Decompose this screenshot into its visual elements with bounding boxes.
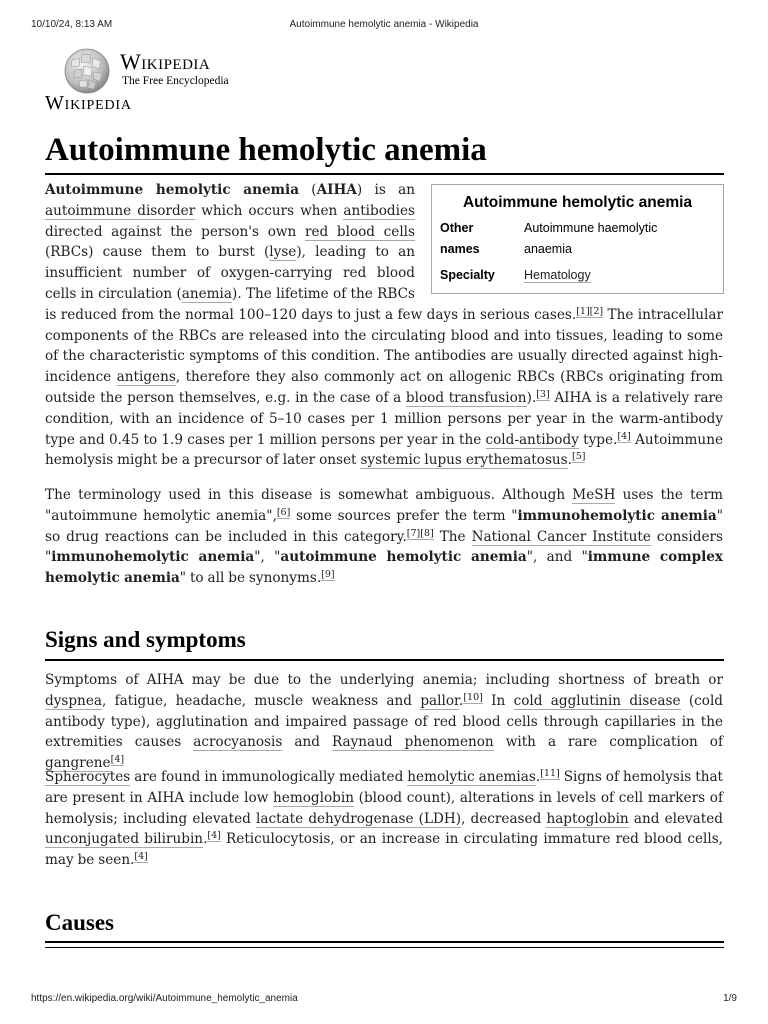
link-haptoglobin[interactable]: haptoglobin <box>546 810 629 827</box>
citation-4[interactable]: [4] <box>110 754 125 766</box>
print-timestamp: 10/10/24, 8:13 AM <box>31 19 113 30</box>
infobox-title: Autoimmune hemolytic anemia <box>462 194 693 211</box>
logo-name: Wikipedia <box>120 49 211 74</box>
wikipedia-wordmark: Wikipedia <box>45 92 132 114</box>
infobox-other-names-label: Other names <box>440 221 480 256</box>
symptoms-paragraph: Symptoms of AIHA may be due to the underlying anemia; including shortness of breath or dyspnea, fatigue, headache, muscle weakness and pallor.[10] In cold agglutinin disease (cold antibody type), agglutination and impaired passage of red blood cells through capillaries in the extremities causes acrocyanosis and Raynaud phenomenon with a rare complication of gangrene[4] <box>45 672 724 772</box>
link-blood-transfusion[interactable]: blood transfusion <box>405 389 527 406</box>
citation-5[interactable]: [5] <box>571 451 586 463</box>
section-heading-signs-and-symptoms: Signs and symptoms <box>45 627 246 652</box>
link-anemia[interactable]: anemia <box>181 285 233 302</box>
print-footer <box>31 993 737 1007</box>
link-cold-antibody[interactable]: cold-antibody <box>485 431 579 448</box>
citation-3[interactable]: [3] <box>536 388 550 400</box>
link-raynaud-phenomenon[interactable]: Raynaud phenomenon <box>331 734 494 751</box>
lead-abbrev: AIHA <box>316 182 357 198</box>
link-autoimmune-disorder[interactable]: autoimmune disorder <box>45 202 196 219</box>
wikipedia-globe-icon <box>62 46 112 96</box>
infobox-other-names-value: Autoimmune haemolytic anaemia <box>524 221 658 256</box>
print-page-title: Autoimmune hemolytic anemia - Wikipedia <box>289 19 479 30</box>
citation-4[interactable]: [4] <box>617 430 631 442</box>
link-lactate-dehydrogenase[interactable]: lactate dehydrogenase (LDH) <box>256 810 462 827</box>
citation-6[interactable]: [6] <box>276 506 291 518</box>
link-national-cancer-institute[interactable]: National Cancer Institute <box>471 528 651 545</box>
citation-1[interactable]: [1] <box>576 305 590 317</box>
link-pallor[interactable]: pallor <box>420 692 460 709</box>
link-antigens[interactable]: antigens <box>116 369 176 386</box>
link-cold-agglutinin-disease[interactable]: cold agglutinin disease <box>513 692 681 709</box>
link-systemic-lupus-erythematosus[interactable]: systemic lupus erythematosus <box>360 452 568 469</box>
section-divider <box>45 941 724 943</box>
citation-8[interactable]: [8] <box>420 527 434 539</box>
specialty-link[interactable]: Hematology <box>524 268 591 282</box>
link-hemolytic-anemias[interactable]: hemolytic anemias <box>407 769 536 785</box>
citation-10[interactable]: [10] <box>463 691 483 703</box>
citation-2[interactable]: [2] <box>589 305 604 317</box>
signs-paragraph: Spherocytes are found in immunologically mediated hemolytic anemias.[11] Signs of hemolysis that are present in AIHA include low hemoglobin (blood count), alterations in levels of cell markers of hemolysis; including elevated lactate dehydrogenase (LDH), decreased haptoglobin and elevated unconjugated bilirubin.[4] Reticulocytosis, or an increase in circulating immature red blood cells, may be seen.[4] <box>45 768 724 869</box>
intro-paragraph: Autoimmune hemolytic anemia (AIHA) is an autoimmune disorder which occurs when antibodies directed against the person's own red blood cells (RBCs) cause them to burst (lyse), leading to an insufficient number of oxygen-carrying red blood cells in circulation (anemia). The lifetime of the RBCs is reduced from the normal 100–120 days to just a few days in serious cases.[1][2] The intracellular components of the RBCs are released into the circulating blood and into tissues, leading to some of the characteristic symptoms of this condition. The antibodies are usually directed against high-incidence antigens, therefore they also commonly act on allogenic RBCs (RBCs originating from outside the person themselves, e.g. in the case of a blood transfusion).[3] AIHA is a relatively rare condition, with an incidence of 5–10 cases per 1 million persons per year in the warm-antibody type and 0.45 to 1.9 cases per 1 million persons per year in the cold-antibody type.[4] Autoimmune hemolysis might be a precursor of later onset systemic lupus erythematosus.[5] <box>45 182 723 469</box>
link-unconjugated-bilirubin[interactable]: unconjugated bilirubin <box>45 831 204 848</box>
link-spherocytes[interactable]: Spherocytes <box>45 769 131 785</box>
print-page-number: 1/9 <box>723 993 737 1004</box>
terminology-paragraph: The terminology used in this disease is somewhat ambiguous. Although MeSH uses the term "autoimmune hemolytic anemia",[6] some sources prefer the term "immunohemolytic anemia" so drug reactions can be included in this category.[7][8] The National Cancer Institute considers "immunohemolytic anemia", "autoimmune hemolytic anemia", and "immune complex hemolytic anemia" to all be synonyms.[9] <box>45 487 723 587</box>
citation-11[interactable]: [11] <box>540 768 560 779</box>
section-heading-causes: Causes <box>45 910 115 935</box>
section-divider-secondary <box>45 947 724 948</box>
print-url: https://en.wikipedia.org/wiki/Autoimmune_hemolytic_anemia <box>31 993 298 1004</box>
citation-7[interactable]: [7] <box>406 527 421 539</box>
link-gangrene[interactable]: gangrene <box>45 755 111 772</box>
infobox-specialty-label: Specialty <box>440 268 495 282</box>
section-divider <box>45 659 724 661</box>
link-lyse[interactable]: lyse <box>269 244 297 261</box>
link-dyspnea[interactable]: dyspnea <box>45 692 102 709</box>
link-acrocyanosis[interactable]: acrocyanosis <box>193 734 283 751</box>
citation-9[interactable]: [9] <box>321 569 335 581</box>
print-header <box>31 19 737 33</box>
link-antibodies[interactable]: antibodies <box>343 202 415 219</box>
citation-4[interactable]: [4] <box>134 851 148 863</box>
article-title: Autoimmune hemolytic anemia <box>45 132 487 168</box>
wikipedia-logo[interactable] <box>62 45 262 95</box>
link-hemoglobin[interactable]: hemoglobin <box>273 789 354 806</box>
link-red-blood-cells[interactable]: red blood cells <box>304 223 415 240</box>
lead-term: Autoimmune hemolytic anemia <box>45 182 299 198</box>
title-divider <box>45 173 724 175</box>
link-mesh[interactable]: MeSH <box>572 487 616 503</box>
logo-tagline: The Free Encyclopedia <box>122 75 229 87</box>
citation-4[interactable]: [4] <box>207 830 221 842</box>
